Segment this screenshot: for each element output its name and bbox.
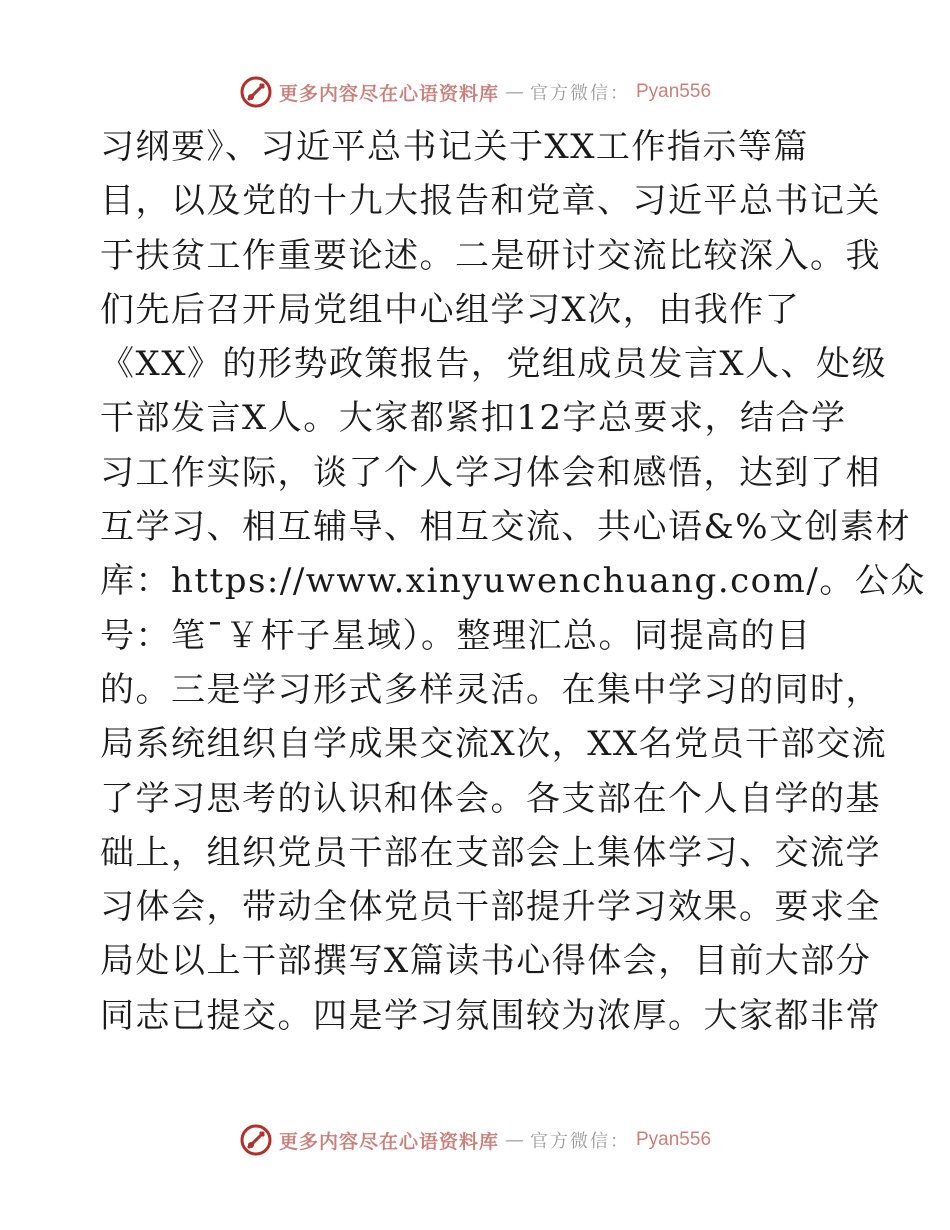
pen-logo-icon <box>239 1123 273 1157</box>
header-banner-account-id: Pyan556 <box>636 81 712 102</box>
header-banner-inner <box>239 75 711 109</box>
document-body <box>100 120 926 1043</box>
footer-banner <box>0 1120 950 1160</box>
body-line: 互学习、相互辅导、相互交流、共心语&%文创素材 <box>100 507 912 548</box>
footer-banner-separator: — <box>505 1129 524 1151</box>
body-line: 的。三是学习形式多样灵活。在集中学习的同时， <box>100 669 881 710</box>
body-line: 局系统组织自学成果交流X次，XX名党员干部交流 <box>100 724 888 765</box>
header-banner-separator: — <box>505 81 524 103</box>
footer-banner-text: 更多内容尽在心语资料库 <box>278 1130 499 1153</box>
body-line: 们先后召开局党组中心组学习X次，由我作了 <box>100 289 801 330</box>
pen-logo-icon <box>239 75 273 109</box>
body-line: 库：https://www.xinyuwenchuang.com/。公众 <box>100 561 926 602</box>
body-line: 了学习思考的认识和体会。各支部在个人自学的基 <box>100 778 881 819</box>
header-banner-text: 更多内容尽在心语资料库 <box>278 82 499 105</box>
body-line: 习工作实际，谈了个人学习体会和感悟，达到了相 <box>100 452 881 493</box>
header-banner-subtitle: 官方微信： <box>530 83 630 104</box>
body-line: 同志已提交。四是学习氛围较为浓厚。大家都非常 <box>100 995 881 1036</box>
body-line: 局处以上干部撰写X篇读书心得体会，目前大部分 <box>100 941 872 982</box>
body-line: 习体会，带动全体党员干部提升学习效果。要求全 <box>100 887 881 928</box>
body-line: 《XX》的形势政策报告，党组成员发言X人、处级 <box>100 344 888 385</box>
footer-banner-subtitle: 官方微信： <box>530 1131 630 1152</box>
body-line: 础上，组织党员干部在支部会上集体学习、交流学 <box>100 832 881 873</box>
body-line: 于扶贫工作重要论述。二是研讨交流比较深入。我 <box>100 235 881 276</box>
footer-banner-inner <box>239 1123 711 1157</box>
body-line: 干部发言X人。大家都紧扣12字总要求，结合学 <box>100 398 847 439</box>
header-banner <box>0 72 950 112</box>
body-line: 号：笔¯￥杆子星域）。整理汇总。同提高的目 <box>100 615 812 656</box>
body-line: 习纲要》、习近平总书记关于XX工作指示等篇 <box>100 127 809 167</box>
footer-banner-account-id: Pyan556 <box>636 1129 712 1150</box>
body-line: 目，以及党的十九大报告和党章、习近平总书记关 <box>100 181 881 222</box>
